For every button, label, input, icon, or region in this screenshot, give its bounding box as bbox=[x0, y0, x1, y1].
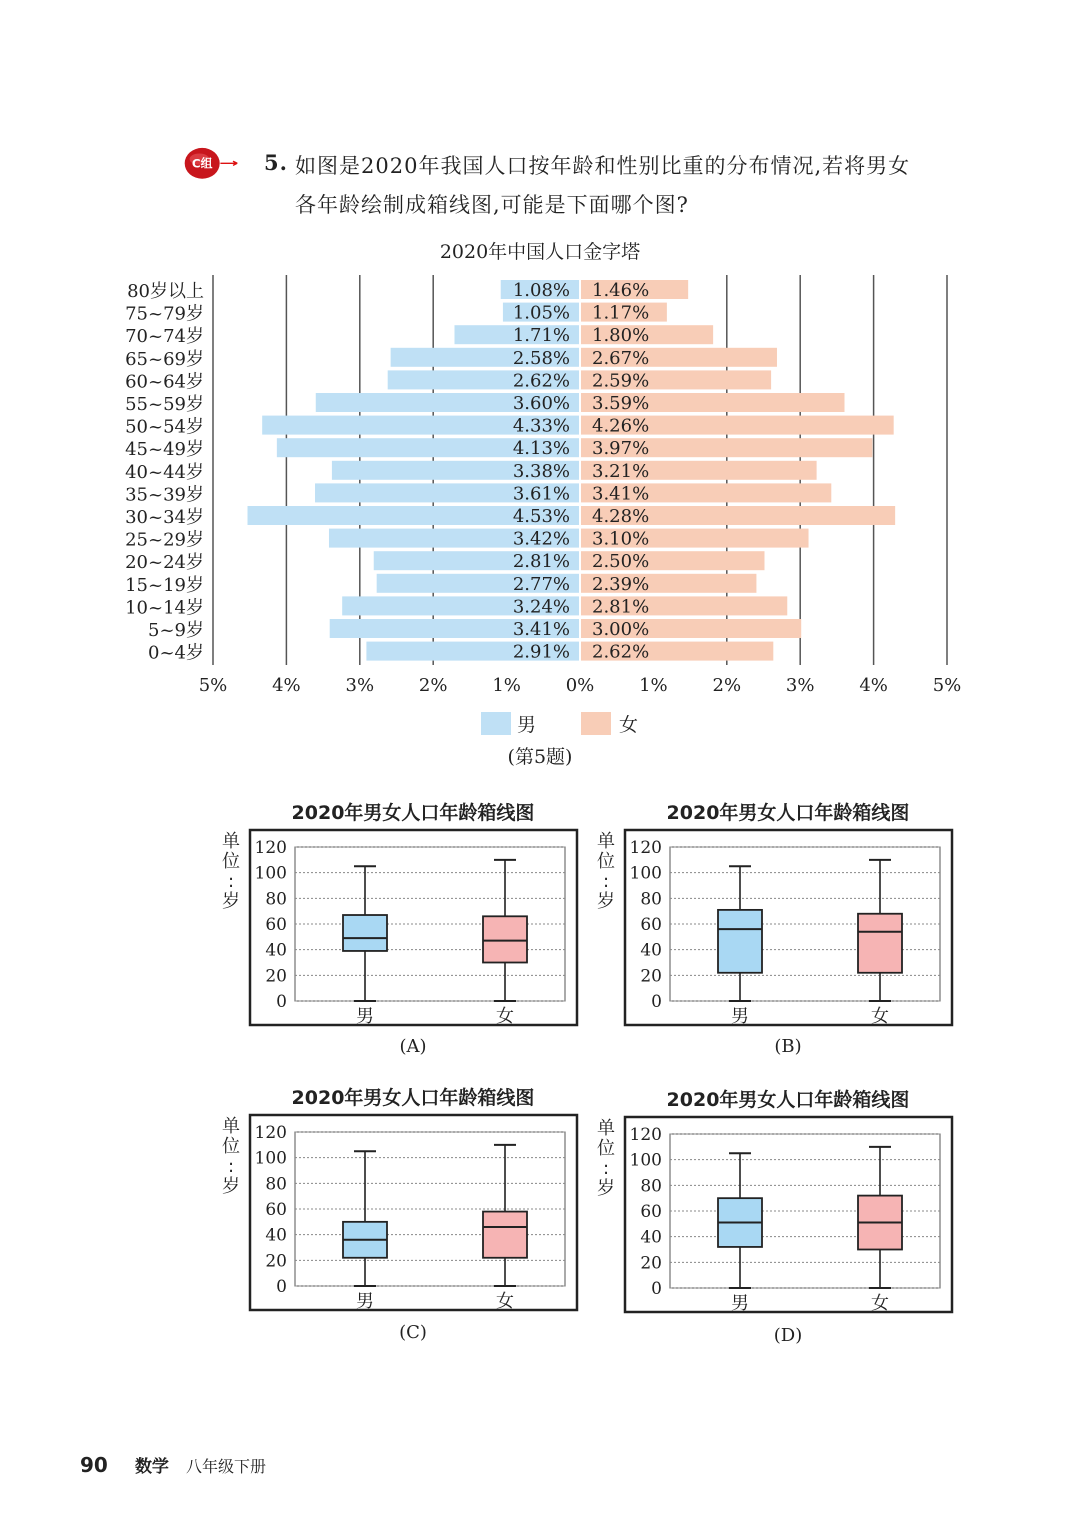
y-tick-label: 60 bbox=[640, 1202, 662, 1222]
age-group-label: 35~39岁 bbox=[125, 484, 204, 506]
y-tick-label: 80 bbox=[265, 1174, 287, 1195]
age-group-label: 60~64岁 bbox=[125, 371, 204, 393]
category-label: 男 bbox=[356, 1006, 374, 1027]
female-value-label: 3.00% bbox=[592, 619, 650, 640]
male-value-label: 3.60% bbox=[512, 393, 570, 414]
boxplot-frame bbox=[625, 1117, 952, 1312]
option-d-label: (D) bbox=[773, 1325, 803, 1346]
male-value-label: 4.13% bbox=[512, 438, 570, 460]
legend-female-label: 女 bbox=[619, 714, 639, 736]
y-unit-label: 单 bbox=[597, 1118, 615, 1139]
female-value-label: 2.59% bbox=[592, 370, 650, 392]
y-tick-label: 80 bbox=[265, 889, 287, 910]
boxplot-title: 2020年男女人口年龄箱线图 bbox=[666, 1089, 910, 1111]
category-label: 男 bbox=[356, 1291, 374, 1312]
female-value-label: 2.50% bbox=[592, 551, 650, 573]
y-tick-label: 0 bbox=[276, 992, 287, 1012]
y-unit-label: 岁 bbox=[597, 1178, 615, 1199]
y-tick-label: 20 bbox=[265, 966, 287, 987]
group-badge-label: C组 bbox=[191, 156, 213, 171]
iqr-box bbox=[858, 914, 902, 973]
y-unit-label: : bbox=[602, 1158, 610, 1179]
female-value-label: 1.17% bbox=[592, 302, 650, 324]
age-group-label: 5~9岁 bbox=[148, 620, 204, 641]
x-tick-label: 1% bbox=[492, 675, 521, 696]
boxplot-frame bbox=[625, 830, 952, 1025]
y-tick-label: 0 bbox=[651, 992, 662, 1012]
age-group-label: 65~69岁 bbox=[125, 348, 204, 370]
iqr-box bbox=[718, 910, 762, 973]
female-value-label: 3.21% bbox=[592, 460, 650, 482]
y-unit-label: 位 bbox=[222, 851, 240, 872]
y-tick-label: 100 bbox=[629, 1150, 662, 1171]
male-value-label: 3.42% bbox=[512, 528, 570, 550]
y-unit-label: 单 bbox=[222, 831, 240, 852]
x-tick-label: 3% bbox=[345, 675, 375, 696]
male-value-label: 2.62% bbox=[512, 370, 570, 392]
x-tick-label: 4% bbox=[272, 675, 301, 696]
y-unit-label: 岁 bbox=[597, 891, 615, 912]
x-tick-label: 5% bbox=[932, 675, 962, 696]
x-tick-label: 2% bbox=[712, 675, 742, 696]
group-c-badge bbox=[184, 140, 240, 188]
category-label: 女 bbox=[496, 1006, 514, 1027]
y-unit-label: 岁 bbox=[222, 1176, 240, 1197]
option-b-label: (B) bbox=[774, 1036, 802, 1057]
male-value-label: 1.71% bbox=[512, 325, 570, 347]
female-value-label: 1.80% bbox=[592, 325, 650, 347]
x-tick-label: 2% bbox=[418, 675, 448, 696]
y-tick-label: 40 bbox=[640, 1227, 662, 1248]
age-group-label: 15~19岁 bbox=[125, 574, 204, 596]
y-tick-label: 40 bbox=[640, 940, 662, 961]
x-tick-label: 4% bbox=[859, 675, 888, 696]
page-footer bbox=[80, 1452, 266, 1477]
male-value-label: 4.33% bbox=[512, 415, 570, 437]
boxplot-frame bbox=[250, 830, 577, 1025]
age-group-label: 40~44岁 bbox=[125, 461, 204, 483]
boxplot-chart-a bbox=[215, 795, 585, 1035]
boxplot-chart-d bbox=[590, 1082, 960, 1322]
male-value-label: 1.08% bbox=[512, 280, 570, 301]
age-group-label: 10~14岁 bbox=[125, 597, 204, 619]
page-number: 90 bbox=[80, 1453, 108, 1477]
age-group-label: 55~59岁 bbox=[125, 394, 204, 415]
iqr-box bbox=[483, 1212, 527, 1258]
female-value-label: 2.81% bbox=[592, 596, 650, 618]
y-tick-label: 120 bbox=[629, 1125, 662, 1145]
legend-male-label: 男 bbox=[517, 714, 537, 736]
legend-female-swatch bbox=[581, 712, 611, 735]
male-value-label: 2.58% bbox=[512, 347, 570, 369]
iqr-box bbox=[343, 915, 387, 951]
x-tick-label: 0% bbox=[565, 675, 595, 696]
female-value-label: 2.39% bbox=[592, 573, 650, 595]
male-value-label: 3.61% bbox=[512, 483, 570, 505]
y-unit-label: 位 bbox=[222, 1136, 240, 1157]
y-tick-label: 40 bbox=[265, 940, 287, 961]
male-value-label: 3.24% bbox=[512, 596, 570, 618]
female-value-label: 2.62% bbox=[592, 641, 650, 663]
boxplot-title: 2020年男女人口年龄箱线图 bbox=[666, 802, 910, 824]
y-tick-label: 20 bbox=[640, 966, 662, 987]
y-tick-label: 0 bbox=[651, 1279, 662, 1299]
subject-name: 数学 bbox=[134, 1457, 169, 1477]
boxplot-title: 2020年男女人口年龄箱线图 bbox=[291, 802, 535, 824]
x-tick-label: 1% bbox=[639, 675, 668, 696]
figure-caption: (第5题) bbox=[507, 746, 573, 768]
population-pyramid-chart bbox=[0, 230, 1080, 740]
male-value-label: 3.38% bbox=[512, 460, 570, 482]
y-tick-label: 80 bbox=[640, 889, 662, 910]
option-a-label: (A) bbox=[399, 1036, 427, 1057]
age-group-label: 25~29岁 bbox=[125, 529, 204, 551]
age-group-label: 75~79岁 bbox=[125, 303, 204, 325]
age-group-label: 45~49岁 bbox=[125, 439, 204, 461]
category-label: 男 bbox=[731, 1006, 749, 1027]
age-group-label: 20~24岁 bbox=[125, 552, 204, 574]
pyramid-title: 2020年中国人口金字塔 bbox=[439, 241, 641, 263]
y-unit-label: 岁 bbox=[222, 891, 240, 912]
y-unit-label: : bbox=[227, 1156, 235, 1177]
category-label: 女 bbox=[871, 1293, 889, 1314]
y-tick-label: 100 bbox=[254, 863, 287, 884]
y-tick-label: 120 bbox=[254, 1123, 287, 1143]
female-value-label: 2.67% bbox=[592, 347, 650, 369]
male-value-label: 3.41% bbox=[512, 619, 570, 640]
grade-name: 八年级下册 bbox=[186, 1457, 267, 1476]
age-group-label: 30~34岁 bbox=[125, 507, 204, 528]
y-unit-label: 单 bbox=[597, 831, 615, 852]
female-value-label: 3.59% bbox=[592, 393, 650, 414]
y-tick-label: 20 bbox=[265, 1251, 287, 1272]
y-tick-label: 100 bbox=[629, 863, 662, 884]
y-unit-label: : bbox=[227, 871, 235, 892]
female-value-label: 3.41% bbox=[592, 483, 650, 505]
female-value-label: 3.97% bbox=[592, 438, 650, 460]
y-tick-label: 20 bbox=[640, 1253, 662, 1274]
male-value-label: 1.05% bbox=[512, 302, 570, 324]
male-value-label: 2.91% bbox=[512, 641, 570, 663]
y-tick-label: 0 bbox=[276, 1277, 287, 1297]
boxplot-chart-c bbox=[215, 1080, 585, 1320]
boxplot-frame bbox=[250, 1115, 577, 1310]
y-unit-label: : bbox=[602, 871, 610, 892]
question-number: 5. bbox=[264, 150, 288, 175]
boxplot-chart-b bbox=[590, 795, 960, 1035]
boxplot-title: 2020年男女人口年龄箱线图 bbox=[291, 1087, 535, 1109]
category-label: 男 bbox=[731, 1293, 749, 1314]
y-unit-label: 位 bbox=[597, 851, 615, 872]
legend-male-swatch bbox=[481, 712, 511, 735]
x-tick-label: 5% bbox=[198, 675, 228, 696]
y-tick-label: 60 bbox=[265, 1200, 287, 1220]
y-tick-label: 60 bbox=[265, 915, 287, 935]
y-unit-label: 位 bbox=[597, 1138, 615, 1159]
y-tick-label: 60 bbox=[640, 915, 662, 935]
age-group-label: 70~74岁 bbox=[125, 326, 204, 348]
question-text-line1: 如图是2020年我国人口按年龄和性别比重的分布情况,若将男女 bbox=[295, 154, 911, 178]
category-label: 女 bbox=[496, 1291, 514, 1312]
male-value-label: 2.81% bbox=[512, 551, 570, 573]
option-c-label: (C) bbox=[399, 1322, 427, 1343]
age-group-label: 80岁以上 bbox=[127, 281, 204, 302]
age-group-label: 0~4岁 bbox=[148, 642, 204, 664]
female-value-label: 3.10% bbox=[592, 528, 650, 550]
male-value-label: 4.53% bbox=[512, 506, 570, 527]
category-label: 女 bbox=[871, 1006, 889, 1027]
x-tick-label: 3% bbox=[785, 675, 815, 696]
y-tick-label: 100 bbox=[254, 1148, 287, 1169]
female-value-label: 4.26% bbox=[592, 415, 650, 437]
male-value-label: 2.77% bbox=[512, 573, 570, 595]
question-text-line2: 各年龄绘制成箱线图,可能是下面哪个图? bbox=[295, 193, 689, 217]
y-tick-label: 40 bbox=[265, 1225, 287, 1246]
y-tick-label: 80 bbox=[640, 1176, 662, 1197]
female-value-label: 1.46% bbox=[592, 280, 650, 301]
female-value-label: 4.28% bbox=[592, 506, 650, 527]
age-group-label: 50~54岁 bbox=[125, 416, 204, 438]
iqr-box bbox=[483, 916, 527, 962]
y-tick-label: 120 bbox=[629, 838, 662, 858]
y-unit-label: 单 bbox=[222, 1116, 240, 1137]
y-tick-label: 120 bbox=[254, 838, 287, 858]
